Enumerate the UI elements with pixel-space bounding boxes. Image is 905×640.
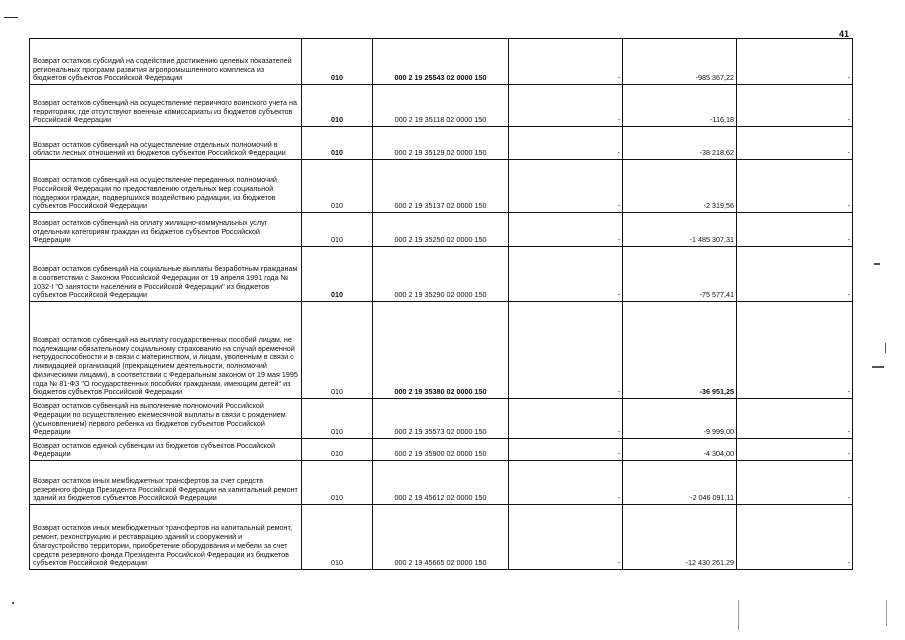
row-name: Возврат остатков субвенций на выполнение полномочий Российской Федерации по осуществлению ежемесячной выплаты в связи с рождением (усыновлением) первого ребенка из бюджетов субъектов Российской Федерации xyxy=(30,399,302,439)
row-kbk: 000 2 19 45665 02 0000 150 xyxy=(373,505,509,570)
scan-speck xyxy=(886,600,887,626)
scan-speck xyxy=(12,602,14,604)
row-plan: - xyxy=(509,127,623,160)
row-name: Возврат остатков субвенций на осуществление первичного воинского учета на территориях, где отсутствуют военные комиссариаты из бюджетов субъектов Российской Федерации xyxy=(30,85,302,127)
report-table-container xyxy=(29,38,852,570)
row-code: 010 xyxy=(302,302,373,399)
row-rest: - xyxy=(737,85,853,127)
row-kbk: 000 2 19 25543 02 0000 150 xyxy=(373,39,509,85)
row-rest: - xyxy=(737,160,853,213)
row-code: 010 xyxy=(302,127,373,160)
row-plan: - xyxy=(509,247,623,302)
row-plan: - xyxy=(509,439,623,461)
table-row xyxy=(30,302,853,399)
table-row xyxy=(30,399,853,439)
row-kbk: 000 2 19 45612 02 0000 150 xyxy=(373,461,509,505)
table-row xyxy=(30,39,853,85)
row-rest: - xyxy=(737,461,853,505)
table-row xyxy=(30,85,853,127)
scan-mark-line xyxy=(4,17,18,18)
row-exec: -2 046 091,11 xyxy=(623,461,737,505)
row-rest: - xyxy=(737,39,853,85)
row-name: Возврат остатков единой субвенции из бюджетов субъектов Российской Федерации xyxy=(30,439,302,461)
row-name: Возврат остатков иных межбюджетных трансфертов за счет средств резервного фонда Президента Российской Федерации на капитальный ремонт зданий из бюджетов субъектов Российской Федерации xyxy=(30,461,302,505)
row-exec: -36 951,25 xyxy=(623,302,737,399)
row-code: 010 xyxy=(302,39,373,85)
row-rest: - xyxy=(737,247,853,302)
row-kbk: 000 2 19 35380 02 0000 150 xyxy=(373,302,509,399)
row-plan: - xyxy=(509,461,623,505)
row-rest: - xyxy=(737,302,853,399)
row-exec: -75 577,41 xyxy=(623,247,737,302)
row-exec: -4 304,00 xyxy=(623,439,737,461)
row-kbk: 000 2 19 35250 02 0000 150 xyxy=(373,213,509,247)
row-rest: - xyxy=(737,439,853,461)
row-name: Возврат остатков субвенций на оплату жилищно-коммунальных услуг отдельным категориям граждан из бюджетов субъектов Российской Федерации xyxy=(30,213,302,247)
row-exec: -2 319,56 xyxy=(623,160,737,213)
table-row xyxy=(30,127,853,160)
row-kbk: 000 2 19 35118 02 0000 150 xyxy=(373,85,509,127)
scan-speck xyxy=(874,263,880,265)
row-name: Возврат остатков субвенций на социальные выплаты безработным гражданам в соответствии с Законом Российской Федерации от 19 апреля 1991 года № 1032-I "О занятости населения в Российской Федерации" из бюджетов субъектов Российской Федерации xyxy=(30,247,302,302)
row-name: Возврат остатков субсидий на содействие достижению целевых показателей региональных программ развития агропромышленного комплекса из бюджетов субъектов Российской Федерации xyxy=(30,39,302,85)
row-plan: - xyxy=(509,505,623,570)
row-exec: -9 999,00 xyxy=(623,399,737,439)
scan-speck xyxy=(738,600,739,630)
row-kbk: 000 2 19 35900 02 0000 150 xyxy=(373,439,509,461)
row-exec: -1 485 307,31 xyxy=(623,213,737,247)
row-code: 010 xyxy=(302,399,373,439)
row-rest: - xyxy=(737,505,853,570)
row-code: 010 xyxy=(302,505,373,570)
row-plan: - xyxy=(509,399,623,439)
row-code: 010 xyxy=(302,439,373,461)
row-rest: - xyxy=(737,399,853,439)
row-rest: - xyxy=(737,127,853,160)
row-code: 010 xyxy=(302,247,373,302)
row-kbk: 000 2 19 35129 02 0000 150 xyxy=(373,127,509,160)
table-row xyxy=(30,439,853,461)
row-exec: -985 367,22 xyxy=(623,39,737,85)
row-code: 010 xyxy=(302,160,373,213)
row-exec: -38 218,62 xyxy=(623,127,737,160)
row-plan: - xyxy=(509,213,623,247)
row-kbk: 000 2 19 35137 02 0000 150 xyxy=(373,160,509,213)
row-name: Возврат остатков субвенций на осуществление переданных полномочий Российской Федерации по предоставлению отдельных мер социальной поддержки граждан, подвергшихся воздействию радиации, из бюджетов субъектов Российской Федерации xyxy=(30,160,302,213)
scan-speck xyxy=(872,366,884,368)
row-plan: - xyxy=(509,302,623,399)
row-code: 010 xyxy=(302,85,373,127)
scan-speck xyxy=(885,343,886,353)
table-row xyxy=(30,461,853,505)
table-row xyxy=(30,160,853,213)
row-kbk: 000 2 19 35290 02 0000 150 xyxy=(373,247,509,302)
row-plan: - xyxy=(509,160,623,213)
row-name: Возврат остатков субвенций на осуществление отдельных полномочий в области лесных отношений из бюджетов субъектов Российской Федерации xyxy=(30,127,302,160)
row-name: Возврат остатков иных межбюджетных трансфертов на капитальный ремонт, ремонт, реконструкцию и реставрацию зданий и сооружений и благоустройство территории, приобретение оборудования и мебели за счет средств резервного фонда Президента Российской Федерации из бюджетов субъектов Российской Федерации xyxy=(30,505,302,570)
row-kbk: 000 2 19 35573 02 0000 150 xyxy=(373,399,509,439)
row-plan: - xyxy=(509,85,623,127)
budget-return-table xyxy=(29,38,853,570)
row-rest: - xyxy=(737,213,853,247)
table-row xyxy=(30,213,853,247)
row-code: 010 xyxy=(302,213,373,247)
row-exec: -116,18 xyxy=(623,85,737,127)
row-plan: - xyxy=(509,39,623,85)
row-exec: -12 430 261,29 xyxy=(623,505,737,570)
row-name: Возврат остатков субвенций на выплату государственных пособий лицам, не подлежащим обязательному социальному страхованию на случай временной нетрудоспособности и в связи с материнством, и лицам, уволенным в связи с ликвидацией организаций (прекращением деятельности, полномочий физическими лицами), в соответствии с Федеральным законом от 19 мая 1995 года № 81-ФЗ "О государственных пособиях гражданам, имеющим детей" из бюджетов субъектов Российской Федерации xyxy=(30,302,302,399)
page-number: 41 xyxy=(839,29,850,39)
table-row xyxy=(30,505,853,570)
table-row xyxy=(30,247,853,302)
row-code: 010 xyxy=(302,461,373,505)
